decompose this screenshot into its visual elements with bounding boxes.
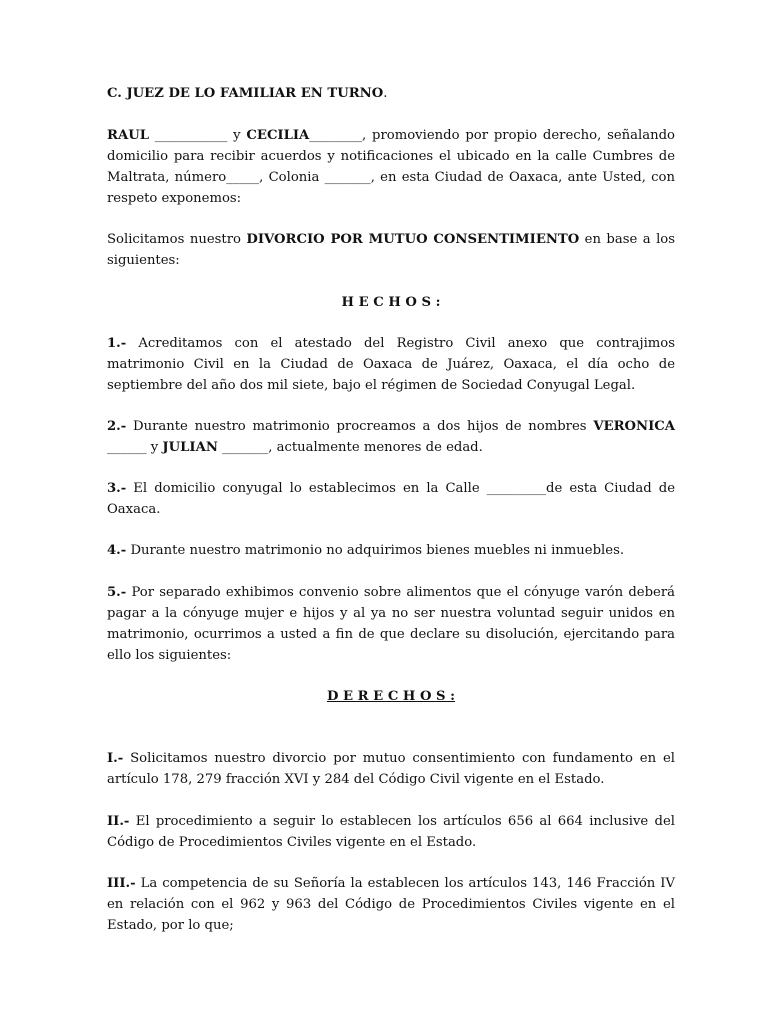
request-pre: Solicitamos nuestro bbox=[107, 232, 247, 247]
hechos-heading: H E C H O S : bbox=[341, 295, 441, 310]
hecho-1 bbox=[107, 333, 675, 396]
hecho-3 bbox=[107, 478, 675, 520]
hecho-4-text: Durante nuestro matrimonio no adquirimos bienes muebles ni inmuebles. bbox=[126, 543, 625, 558]
derecho-1-text: Solicitamos nuestro divorcio por mutuo consentimiento con fundamento en el artículo 178, 279 fracción XVI y 284 del Código Civil vigente en el Estado. bbox=[107, 751, 675, 787]
addressee-line bbox=[107, 83, 675, 104]
hecho-1-num: 1.- bbox=[107, 336, 127, 351]
derecho-3 bbox=[107, 873, 675, 936]
intro-name-cecilia: CECILIA bbox=[246, 128, 310, 143]
hecho-2-mid: ______ y bbox=[107, 440, 163, 455]
hecho-2-num: 2.- bbox=[107, 419, 127, 434]
hecho-2-name-julian: JULIAN bbox=[162, 440, 218, 455]
hecho-4-num: 4.- bbox=[107, 543, 127, 558]
derecho-2 bbox=[107, 811, 675, 853]
hecho-1-text: Acreditamos con el atestado del Registro Civil anexo que contrajimos matrimonio Civil en la Ciudad de Oaxaca de Juárez, Oaxaca, el día ocho de septiembre del año dos mil siete, bajo el régimen de Sociedad Conyugal Legal. bbox=[107, 336, 675, 393]
derecho-1 bbox=[107, 748, 675, 790]
hecho-2 bbox=[107, 416, 675, 458]
hecho-2-post: _______, actualmente menores de edad. bbox=[217, 440, 483, 455]
hecho-4 bbox=[107, 540, 675, 561]
hecho-3-num: 3.- bbox=[107, 481, 127, 496]
derechos-heading: D E R E C H O S : bbox=[326, 689, 456, 704]
intro-text: ________, promoviendo por propio derecho, señalando domicilio para recibir acuerdos y notificaciones el ubicado en la calle Cumbres de Maltrata, número_____, Colonia _______, en esta Ciudad de Oaxaca, ante Usted, con respeto exponemos: bbox=[107, 128, 675, 206]
intro-name-raul: RAUL bbox=[107, 128, 149, 143]
hecho-5-num: 5.- bbox=[107, 585, 127, 600]
intro-blank-1: ___________ bbox=[148, 128, 234, 143]
hecho-2-pre: Durante nuestro matrimonio procreamos a dos hijos de nombres bbox=[126, 419, 594, 434]
derecho-3-num: III.- bbox=[107, 876, 136, 891]
hecho-3-text: El domicilio conyugal lo establecimos en la Calle _________de esta Ciudad de Oaxaca. bbox=[107, 481, 675, 517]
derecho-1-num: I.- bbox=[107, 751, 124, 766]
addressee: C. JUEZ DE LO FAMILIAR EN TURNO bbox=[107, 86, 384, 101]
addressee-period: . bbox=[383, 86, 388, 101]
derecho-3-text: La competencia de su Señoría la establecen los artículos 143, 146 Fracción IV en relación con el 962 y 963 del Código de Procedimientos Civiles vigente en el Estado, por lo que; bbox=[107, 876, 675, 933]
hecho-5-text: Por separado exhibimos convenio sobre alimentos que el cónyuge varón deberá pagar a la cónyuge mujer e hijos y al ya no ser nuestra voluntad seguir unidos en matrimonio, ocurrimos a usted a fin de que declare su disolución, ejercitando para ello los siguientes: bbox=[107, 585, 675, 663]
intro-conj: y bbox=[233, 128, 247, 143]
request-paragraph bbox=[107, 229, 675, 271]
derecho-2-num: II.- bbox=[107, 814, 130, 829]
hecho-2-name-veronica: VERONICA bbox=[593, 419, 675, 434]
request-bold: DIVORCIO POR MUTUO CONSENTIMIENTO bbox=[246, 232, 580, 247]
request-post: en base a los siguientes: bbox=[107, 232, 675, 268]
derecho-2-text: El procedimiento a seguir lo establecen los artículos 656 al 664 inclusive del Código de Procedimientos Civiles vigente en el Estado. bbox=[107, 814, 675, 850]
intro-paragraph bbox=[107, 125, 675, 209]
hecho-5 bbox=[107, 582, 675, 666]
